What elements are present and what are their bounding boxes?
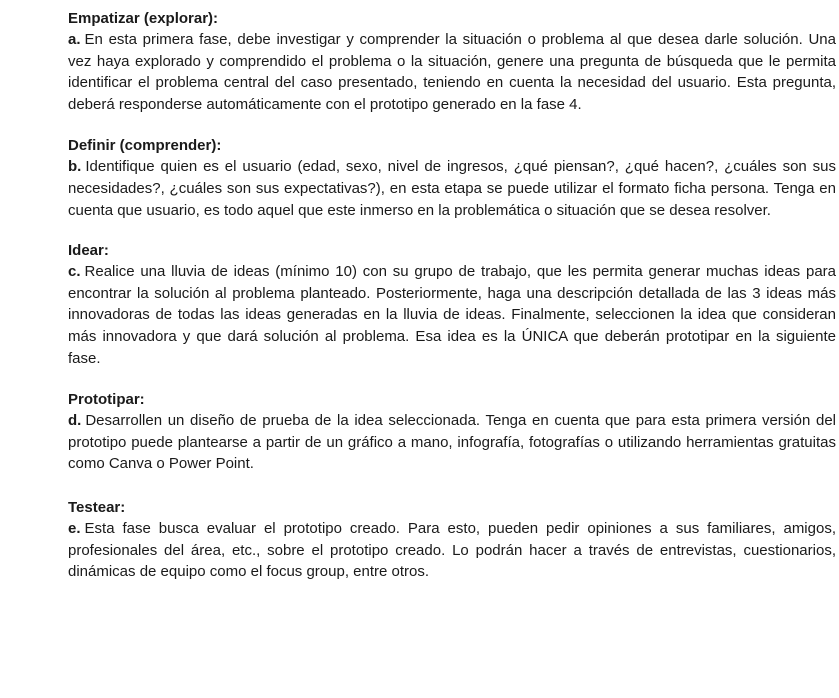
section-text: Identifique quien es el usuario (edad, sexo, nivel de ingresos, ¿qué piensan?, ¿qué hacen?, ¿cuáles son sus necesidades?, ¿cuáles son sus expectativas?), en esta etapa se puede utilizar el formato ficha persona. Tenga en cuenta que usuario, es todo aquel que este inmerso en la problemática o situación que se desea resolver.: [68, 158, 836, 219]
section-title: Definir (comprender):: [68, 137, 222, 155]
section-empatizar: [68, 8, 836, 115]
section-title: Prototipar:: [68, 391, 145, 409]
section-text: Desarrollen un diseño de prueba de la idea seleccionada. Tenga en cuenta que para esta primera versión del prototipo puede plantearse a partir de un gráfico a mano, infografía, fotografías o utilizando herramientas gratuitas como Canva o Power Point.: [68, 412, 836, 473]
section-prototipar: [68, 389, 836, 475]
section-idear: [68, 240, 836, 369]
document-page: [68, 8, 836, 603]
section-title: Testear:: [68, 498, 126, 516]
section-testear: [68, 497, 836, 583]
section-paragraph: [68, 261, 836, 369]
section-paragraph: [68, 410, 836, 475]
item-letter: b.: [68, 158, 82, 176]
section-text: Esta fase busca evaluar el prototipo creado. Para esto, pueden pedir opiniones a sus familiares, amigos, profesionales del área, etc., sobre el prototipo creado. Lo podrán hacer a través de entrevistas, cuestionarios, dinámicas de equipo como el focus group, entre otros.: [68, 519, 836, 581]
item-letter: e.: [68, 519, 81, 537]
item-letter: c.: [68, 263, 81, 281]
section-paragraph: [68, 518, 836, 583]
section-definir: [68, 135, 836, 221]
section-paragraph: [68, 29, 836, 115]
item-letter: d.: [68, 412, 82, 430]
section-title: Empatizar (explorar):: [68, 10, 219, 27]
section-paragraph: [68, 156, 836, 221]
section-text: En esta primera fase, debe investigar y comprender la situación o problema al que desea darle solución. Una vez haya explorado y comprendido el problema o la situación, genere una pregunta de búsqueda que le permita identificar el problema central del caso presentado, teniendo en cuenta la necesidad del usuario. Esta pregunta, deberá responderse automáticamente con el prototipo generado en la fase 4.: [68, 31, 836, 113]
section-text: Realice una lluvia de ideas (mínimo 10) con su grupo de trabajo, que les permita generar muchas ideas para encontrar la solución al problema planteado. Posteriormente, haga una descripción detallada de las 3 ideas más innovadoras de todas las ideas generadas en la lluvia de ideas. Finalmente, seleccionen la idea que consideran más innovadora y que dará solución al problema. Esa idea es la ÚNICA que deberán prototipar en la siguiente fase.: [68, 263, 836, 367]
item-letter: a.: [68, 31, 81, 48]
section-title: Idear:: [68, 242, 109, 260]
